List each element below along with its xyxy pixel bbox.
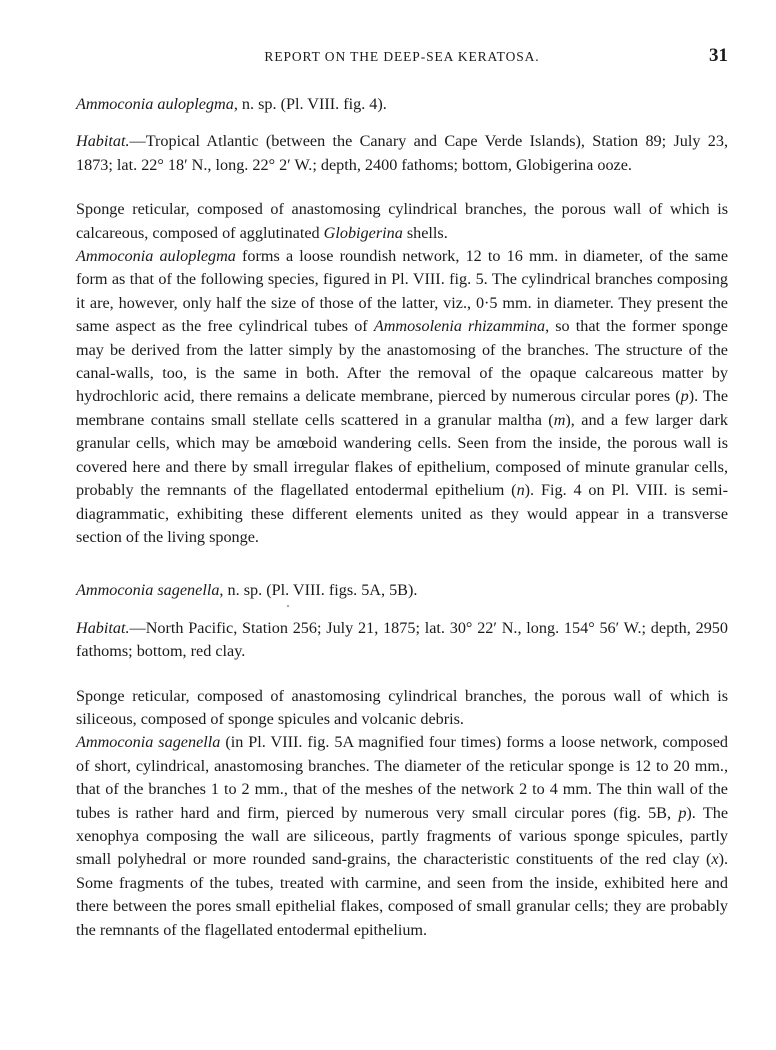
- page-number: 31: [709, 45, 728, 66]
- species-name: Ammoconia auloplegma: [76, 95, 234, 113]
- habitat-sagenella: [76, 617, 728, 664]
- species-heading-sagenella: [76, 579, 728, 602]
- running-header: [76, 45, 728, 69]
- print-speck: [287, 605, 289, 607]
- habitat-auloplegma: [76, 130, 728, 177]
- habitat-text: —Tropical Atlantic (between the Canary and Cape Verde Islands), Station 89; July 23, 1873; lat. 22° 18′ N., long. 22° 2′ W.; depth, 2400 fathoms; bottom, Globigerina ooze.: [76, 132, 728, 174]
- paragraph-sagenella-2: Ammoconia sagenella (in Pl. VIII. fig. 5A magnified four times) forms a loose network, composed of short, cylindrical, anastomosing branches. The diameter of the reticular sponge is 12 to 20 mm., that of the branches 1 to 2 mm., that of the meshes of the network 2 to 4 mm. The thin wall of the tubes is rather hard and firm, pierced by numerous very small circular pores (fig. 5B, p). The xenophya composing the wall are siliceous, partly fragments of various sponge spicules, partly small polyhedral or more rounded sand-grains, the characteristic constituents of the red clay (x). Some fragments of the tubes, treated with carmine, and seen from the inside, exhibited here and there between the pores small epithelial flakes, composed of small granular cells; they are probably the remnants of the flagellated entodermal epithelium.: [76, 733, 728, 939]
- body-text: [76, 93, 728, 942]
- habitat-text: —North Pacific, Station 256; July 21, 1875; lat. 30° 22′ N., long. 154° 56′ W.; depth, 2950 fathoms; bottom, red clay.: [76, 618, 728, 661]
- species-name: Ammoconia sagenella: [76, 581, 220, 600]
- running-title: REPORT ON THE DEEP-SEA KERATOSA.: [264, 49, 540, 64]
- paragraph-auloplegma-2: Ammoconia auloplegma forms a loose roundish network, 12 to 16 mm. in diameter, of the same form as that of the following species, figured in Pl. VIII. fig. 5. The cylindrical branches composing it are, however, only half the size of those of the latter, viz., 0·5 mm. in diameter. They present the same aspect as the free cylindrical tubes of Ammosolenia rhizammina, so that the former sponge may be derived from the latter simply by the anastomosing of the branches. The structure of the canal-walls, too, is the same in both. After the removal of the opaque calcareous matter by hydrochloric acid, there remains a delicate membrane, pierced by numerous circular pores (p). The membrane contains small stellate cells scattered in a granular maltha (m), and a few larger dark granular cells, which may be amœboid wandering cells. Seen from the inside, the porous wall is covered here and there by small irregular flakes of epithelium, composed of minute granular cells, probably the remnants of the flagellated entodermal epithelium (n). Fig. 4 on Pl. VIII. is semi-diagrammatic, exhibiting these different elements united as they would appear in a transverse section of the living sponge.: [76, 247, 729, 546]
- paragraph-auloplegma-1: Sponge reticular, composed of anastomosing cylindrical branches, the porous wall of which is calcareous, composed of agglutinated Globigerina shells.: [76, 200, 728, 242]
- habitat-label: Habitat.: [76, 132, 130, 151]
- species-heading-auloplegma: [76, 93, 728, 116]
- species-heading-rest: , n. sp. (Pl. VIII. figs. 5A, 5B).: [219, 581, 418, 600]
- paragraph-sagenella-1: Sponge reticular, composed of anastomosing cylindrical branches, the porous wall of which is siliceous, composed of sponge spicules and volcanic debris.: [76, 686, 728, 728]
- species-heading-rest: , n. sp. (Pl. VIII. fig. 4).: [233, 95, 387, 113]
- habitat-label: Habitat.: [76, 618, 130, 637]
